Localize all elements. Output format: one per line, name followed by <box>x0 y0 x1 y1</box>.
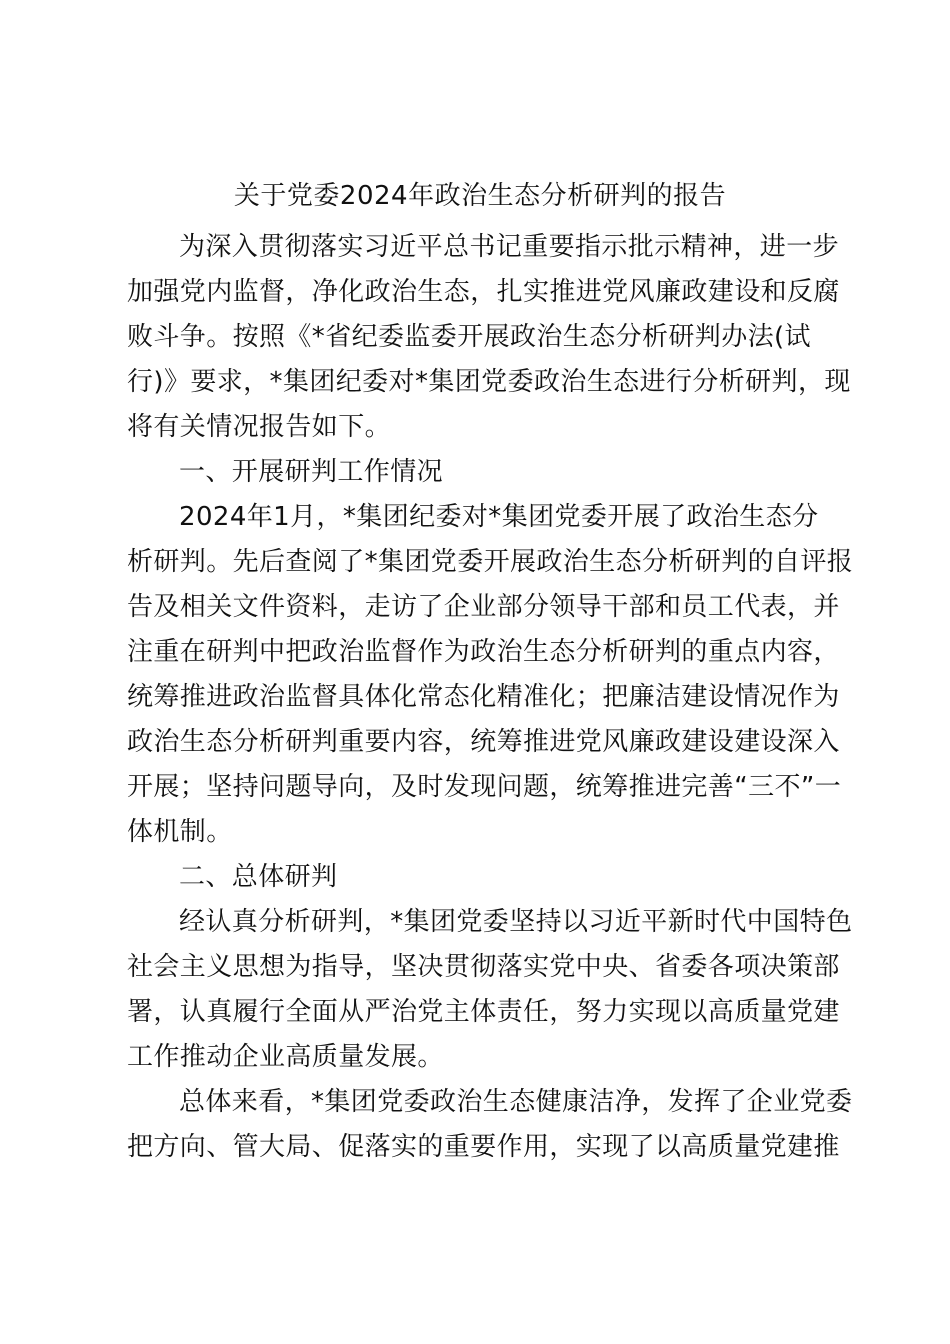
paragraph-2-line-8: 体机制。 <box>127 817 233 847</box>
paragraph-3-line-2: 社会主义思想为指导，坚决贯彻落实党中央、省委各项决策部 <box>127 952 840 982</box>
paragraph-2-line-5: 统筹推进政治监督具体化常态化精准化；把廉洁建设情况作为 <box>127 682 840 712</box>
paragraph-1-line-3: 败斗争。按照《*省纪委监委开展政治生态分析研判办法(试 <box>127 322 811 352</box>
paragraph-2-line-6: 政治生态分析研判重要内容，统筹推进党风廉政建设建设深入 <box>127 727 840 757</box>
paragraph-2-line-1: 2024年1月，*集团纪委对*集团党委开展了政治生态分 <box>179 502 819 532</box>
paragraph-2-line-7: 开展；坚持问题导向，及时发现问题，统筹推进完善“三不”一 <box>127 772 842 802</box>
paragraph-2-line-4: 注重在研判中把政治监督作为政治生态分析研判的重点内容， <box>127 637 840 667</box>
paragraph-3-line-4: 工作推动企业高质量发展。 <box>127 1042 444 1072</box>
paragraph-2-line-2: 析研判。先后查阅了*集团党委开展政治生态分析研判的自评报 <box>127 547 854 577</box>
paragraph-1-line-4: 行)》要求，*集团纪委对*集团党委政治生态进行分析研判，现 <box>127 367 851 397</box>
paragraph-1-line-1: 为深入贯彻落实习近平总书记重要指示批示精神，进一步 <box>179 232 840 262</box>
section-heading-2: 二、总体研判 <box>179 862 338 892</box>
document-title: 关于党委2024年政治生态分析研判的报告 <box>233 181 727 211</box>
paragraph-4-line-2: 把方向、管大局、促落实的重要作用，实现了以高质量党建推 <box>127 1132 840 1162</box>
paragraph-1-line-2: 加强党内监督，净化政治生态，扎实推进党风廉政建设和反腐 <box>127 277 840 307</box>
section-heading-1: 一、开展研判工作情况 <box>179 457 444 487</box>
paragraph-3-line-3: 署，认真履行全面从严治党主体责任，努力实现以高质量党建 <box>127 997 840 1027</box>
paragraph-2-line-3: 告及相关文件资料，走访了企业部分领导干部和员工代表，并 <box>127 592 840 622</box>
paragraph-3-line-1: 经认真分析研判，*集团党委坚持以习近平新时代中国特色 <box>179 907 853 937</box>
paragraph-1-line-5: 将有关情况报告如下。 <box>127 412 392 442</box>
paragraph-4-line-1: 总体来看，*集团党委政治生态健康洁净，发挥了企业党委 <box>179 1087 853 1117</box>
